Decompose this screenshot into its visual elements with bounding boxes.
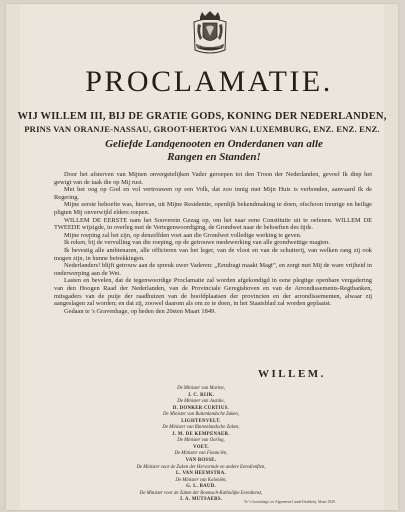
printer-imprint: Te 's Gravenhage, ter Algemeene Lands-Drukkerij. Maart 1849. xyxy=(244,500,336,504)
seal-motto: JE MAINTIENDRAI xyxy=(197,45,223,49)
minister-office: De Minister van Buitenlandsche Zaken, xyxy=(162,412,240,418)
minister-name: J. A. MUTSAERS. xyxy=(179,497,223,503)
minister-name: VOET. xyxy=(193,444,209,450)
minister-office: De Minister van Koloniën, xyxy=(175,477,227,483)
minister-name: D. DONKER CURTIUS. xyxy=(172,405,230,411)
royal-coat-of-arms-icon xyxy=(192,10,228,58)
paragraph: WILLEM DE EERSTE nam het Souverein Gezag op, om het naar eene Constitutie uit te oefenen. WILLEM DE TWEEDE wijzigde, in overleg met de Vertegenwoordiging, de Grondwet naar de behoeften des tijds. xyxy=(54,216,372,232)
greeting-line-2: Rangen en Standen! xyxy=(167,153,261,162)
paragraph: Door het afsterven van Mijnen onvergetelijken Vader geroepen tot den Troon der Nederlanden, gevoel Ik diep het gewigt van de taak die op Mij rust. xyxy=(54,171,372,186)
proclamation-body xyxy=(54,171,372,315)
minister-name: L. VAN HEEMSTRA. xyxy=(176,471,226,477)
minister-office: De Minister voor de Zaken der Hervormde en andere Eeredienften, xyxy=(136,464,266,470)
paragraph: Met het oog op God en vol vertrouwen op een Volk, dat zoo innig met Mijn Huis is verbonden, aanvaard Ik de Regering. xyxy=(54,186,372,201)
king-title-line-1: WIJ WILLEM III, BIJ DE GRATIE GODS, KONING DER NEDERLANDEN, xyxy=(17,112,387,121)
minister-countersignatures xyxy=(116,386,286,504)
proclamation-sheet xyxy=(6,4,398,510)
minister-office: De Minister van Financiën, xyxy=(174,451,228,457)
paragraph: Gedaan te 's Gravenhage, op heden den 20sten Maart 1849. xyxy=(64,307,216,315)
paragraph: Nederlanders! blijft getrouw aan de spreuk uwer Vaderen: „Eendragt maakt Magt”, en zorgt met Mij de ware vrijheid in onderwerping aan de Wet. xyxy=(54,262,372,277)
paragraph: Mijne roeping zal het zijn, op denzelfden voet aan die Grondwet volledige werking te geven. xyxy=(64,231,302,239)
minister-office: De Minister van Oorlog, xyxy=(177,438,225,444)
minister-name: G. L. BAUD. xyxy=(186,484,216,490)
paragraph: Lasten en bevelen, dat de tegenwoordige Proclamatie zal worden afgekondigd in eene plegtige openbare vergadering van den Hoogen Raad der Nederlanden, van de Provinciale Geregtshoven en van de Arrondissements-Regtbanken, mitsgaders van de puije der raadhuizen van de hoofdplaatsen der provincien en der arrondissementen, alwaar zij aangeslagen zal worden; en dat zij, zoowel daarom als om ze te doen, in het Staatsblad zal worden geplaatst. xyxy=(54,277,372,308)
minister-name: J. M. DE KEMPENAER. xyxy=(172,431,230,437)
greeting-line-1: Geliefde Landgenooten en Onderdanen van alle xyxy=(105,140,323,149)
minister-name: J. C. RIJK. xyxy=(187,392,215,398)
paragraph: Ik reken, bij de vervulling van die roeping, op de getrouwe medewerking van alle grondwettige magten. xyxy=(64,239,330,247)
king-title-line-2: PRINS VAN ORANJE-NASSAU, GROOT-HERTOG VAN LUXEMBURG, ENZ. ENZ. ENZ. xyxy=(24,125,380,134)
paragraph: Ik bevestig alle ambtenaren, alle officieren van het leger, van de vloot en van de schutterij, van welken rang zij ook mogen zijn, in hunne betrekkingen. xyxy=(54,246,372,262)
minister-name: LIGHTENVELT. xyxy=(181,418,221,424)
minister-office: De Minister voor de Zaken der Roomsch-Katholijke Eeredienst, xyxy=(139,490,263,496)
minister-office: De Minister van Justitie, xyxy=(177,399,225,405)
minister-office: De Minister van Binnenlandsche Zaken, xyxy=(162,425,240,431)
royal-signature: WILLEM. xyxy=(258,368,326,380)
paragraph: Mijne eerste behoefte was, hiervan, uit Mijne Residentie, openlijk bekendmaking te doen, ofschoon treurige en heilige pligten Mij onverwijld elders roepen. xyxy=(54,201,372,216)
document-title: PROCLAMATIE. xyxy=(85,65,333,98)
minister-name: VAN BOSSE. xyxy=(185,458,217,464)
minister-office: De Minister van Marine, xyxy=(177,386,225,391)
